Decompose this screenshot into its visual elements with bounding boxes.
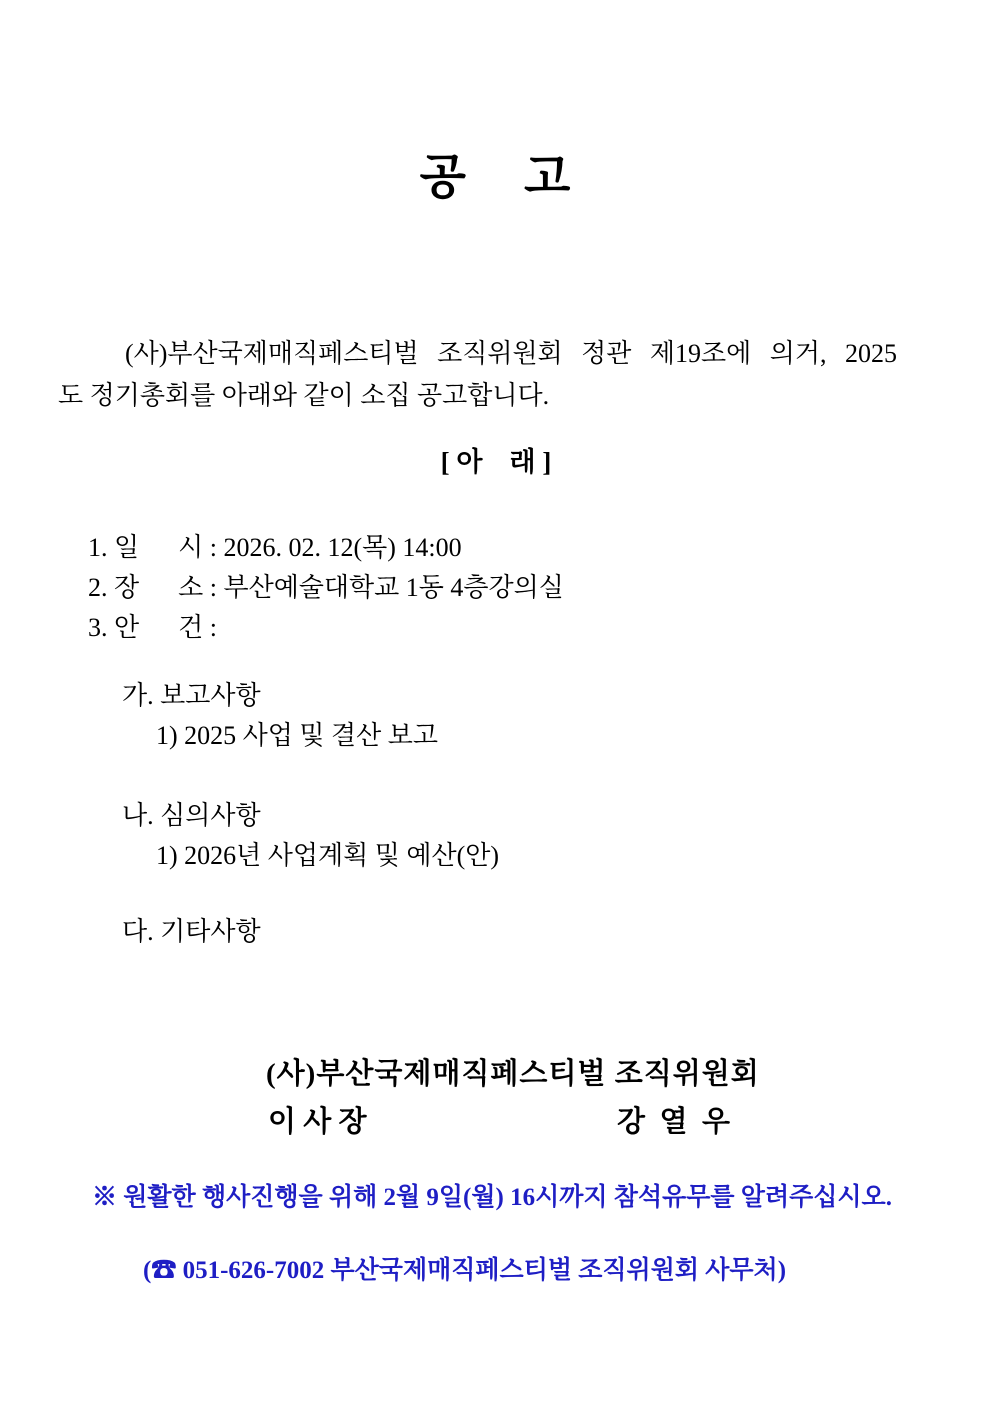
topic-review-heading: 나. 심의사항 (122, 801, 261, 830)
topic-etc-heading: 다. 기타사항 (122, 917, 261, 946)
intro-paragraph-line-1: (사)부산국제매직페스티벌 조직위원회 정관 제19조에 의거, 2025 (125, 339, 897, 368)
phone-icon: ☎ (151, 1257, 177, 1285)
topic-report-heading: 가. 보고사항 (122, 681, 261, 710)
signature-role: 이 사 장 (268, 1106, 367, 1138)
topic-review-item-1: 1) 2026년 사업계획 및 예산(안) (156, 841, 500, 870)
topic-report-item-1: 1) 2025 사업 및 결산 보고 (156, 721, 438, 750)
intro-paragraph-line-2: 도 정기총회를 아래와 같이 소집 공고합니다. (58, 381, 550, 410)
notice-contact-text: 051-626-7002 부산국제매직페스티벌 조직위원회 사무처) (176, 1257, 787, 1285)
notice-contact-open-paren: ( (143, 1257, 152, 1285)
page-title: 공 고 (419, 151, 573, 204)
notice-contact-line (118, 1224, 786, 1318)
agenda-item-venue: 2. 장 소 : 부산예술대학교 1동 4층강의실 (88, 573, 564, 602)
below-section-heading: [ 아 래 ] (440, 447, 552, 477)
notice-attendance-line: ※ 원활한 행사진행을 위해 2월 9일(월) 16시까지 참석유무를 알려주십시오. (92, 1184, 892, 1211)
signature-name: 강 열 우 (616, 1106, 730, 1138)
agenda-item-datetime: 1. 일 시 : 2026. 02. 12(목) 14:00 (88, 533, 462, 562)
signature-row (268, 1104, 730, 1140)
signature-organization: (사)부산국제매직페스티벌 조직위원회 (266, 1058, 760, 1090)
agenda-item-topics: 3. 안 건 : (88, 613, 217, 642)
